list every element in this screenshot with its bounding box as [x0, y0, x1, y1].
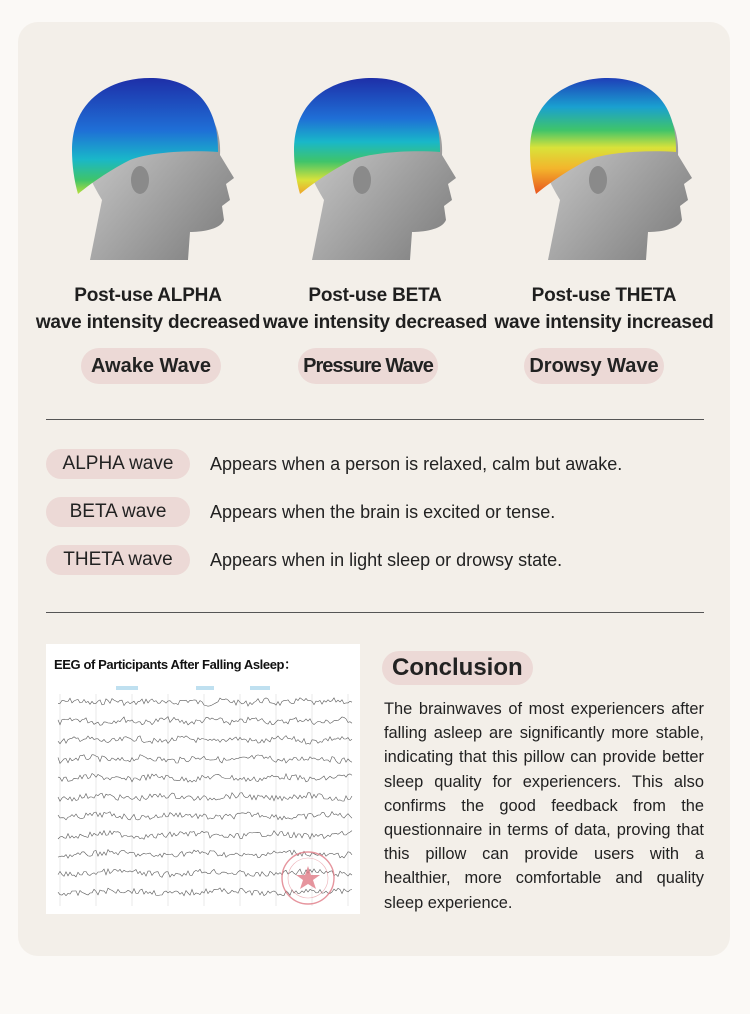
drowsy-wave-pill: Drowsy Wave	[524, 348, 664, 384]
head-brainwave-theta-icon	[508, 60, 708, 270]
beta-caption-line2: wave intensity decreased	[262, 312, 488, 333]
awake-wave-pill: Awake Wave	[81, 348, 221, 384]
beta-caption	[255, 282, 495, 336]
conclusion-heading: Conclusion	[382, 651, 533, 685]
head-illustrations	[0, 60, 750, 270]
divider-top	[46, 419, 704, 420]
theta-caption	[484, 282, 724, 336]
alpha-caption-line2: wave intensity decreased	[35, 312, 261, 333]
eeg-trace-image	[46, 680, 360, 914]
alpha-caption	[28, 282, 268, 336]
beta-wave-description: Appears when the brain is excited or tense.	[210, 502, 556, 522]
eeg-panel	[46, 644, 360, 914]
head-brainwave-alpha-icon	[50, 60, 250, 270]
beta-wave-label: BETA wave	[46, 497, 190, 527]
beta-caption-line1: Post-use BETA	[308, 285, 442, 306]
theta-wave-description: Appears when in light sleep or drowsy state.	[210, 550, 563, 570]
theta-wave-label: THETA wave	[46, 545, 190, 575]
alpha-wave-description: Appears when a person is relaxed, calm but awake.	[210, 454, 623, 474]
divider-bottom	[46, 612, 704, 613]
alpha-wave-label: ALPHA wave	[46, 449, 190, 479]
theta-caption-line1: Post-use THETA	[531, 285, 677, 306]
head-brainwave-beta-icon	[272, 60, 472, 270]
pressure-wave-pill: Pressure Wave	[298, 348, 438, 384]
alpha-caption-line1: Post-use ALPHA	[74, 285, 222, 306]
theta-caption-line2: wave intensity increased	[494, 312, 714, 333]
eeg-title: EEG of Participants After Falling Asleep：	[54, 657, 297, 672]
conclusion-text: The brainwaves of most experiencers after falling asleep are significantly more stable, indicating that this pillow can provide better sleep quality for experiencers. This also confirms the good feedback from the questionnaire in terms of data, proving that this pillow can provide users with a healthier, more comfortable and quality sleep experience.	[384, 700, 704, 912]
